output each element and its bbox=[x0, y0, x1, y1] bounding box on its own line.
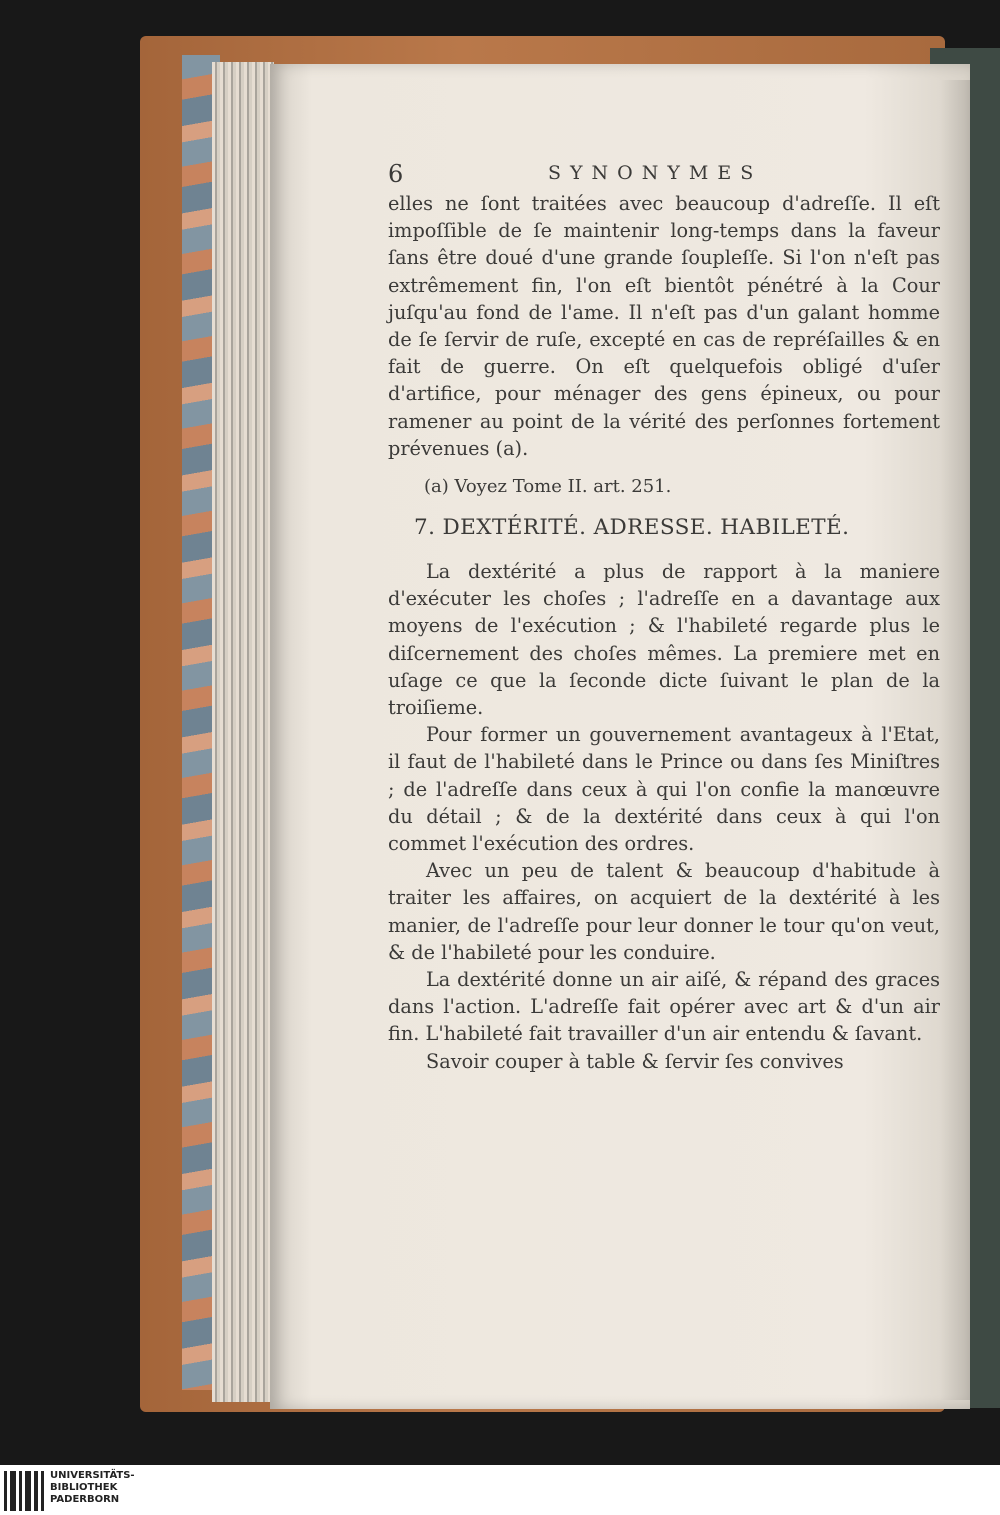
paragraph: La dextérité a plus de rapport à la maniere d'exécuter les choſes ; l'adreſſe en a davantage aux moyens de l'exécution ; & l'habileté regarde plus le diſcernement des choſes mêmes. La premiere met en uſage ce que la ſeconde dicte ſuivant le plan de la troiſieme. bbox=[388, 560, 940, 720]
footnote: (a) Voyez Tome II. art. 251. bbox=[424, 476, 672, 498]
page-text-block bbox=[388, 160, 940, 1075]
page-number: 6 bbox=[388, 160, 404, 188]
page-header bbox=[388, 160, 940, 196]
page-edges bbox=[212, 62, 274, 1402]
library-footer bbox=[0, 1465, 1000, 1515]
library-logo-icon bbox=[4, 1471, 44, 1511]
section-title: 7. DEXTÉRITÉ. ADRESSE. HABILETÉ. bbox=[414, 515, 850, 541]
paragraph: Savoir couper à table & ſervir ſes convives bbox=[426, 1049, 844, 1073]
library-name: UNIVERSITÄTS- BIBLIOTHEK PADERBORN bbox=[50, 1470, 135, 1505]
continuation-paragraph: elles ne ſont traitées avec beaucoup d'adreſſe. Il eſt impoſſible de ſe maintenir long-temps dans la faveur ſans être doué d'une grande ſoupleſſe. Si l'on n'eſt pas extrêmement fin, l'on eſt bientôt pénétré à la Cour juſqu'au fond de l'ame. Il n'eſt pas d'un galant homme de ſe ſervir de ruſe, excepté en cas de repréſailles & en fait de guerre. On eſt quelquefois obligé d'uſer d'artifice, pour ménager des gens épineux, ou pour ramener au point de la vérité des perſonnes fortement prévenues (a). bbox=[388, 192, 940, 460]
paragraph: La dextérité donne un air aiſé, & répand des graces dans l'action. L'adreſſe fait opérer avec art & d'un air fin. L'habileté fait travailler d'un air entendu & ſavant. bbox=[388, 968, 940, 1046]
page-gutter-shadow bbox=[940, 80, 970, 1400]
paragraph: Pour former un gouvernement avantageux à l'Etat, il faut de l'habileté dans le Prince ou dans ſes Miniſtres ; de l'adreſſe dans ceux à qui l'on confie la manœuvre du détail ; & de la dextérité dans ceux à qui l'on commet l'exécution des ordres. bbox=[388, 723, 940, 856]
running-head: SYNONYMES bbox=[548, 162, 763, 184]
paragraph: Avec un peu de talent & beaucoup d'habitude à traiter les affaires, on acquiert de la dextérité à les manier, de l'adreſſe pour leur donner le tour qu'on veut, & de l'habileté pour les conduire. bbox=[388, 859, 940, 964]
